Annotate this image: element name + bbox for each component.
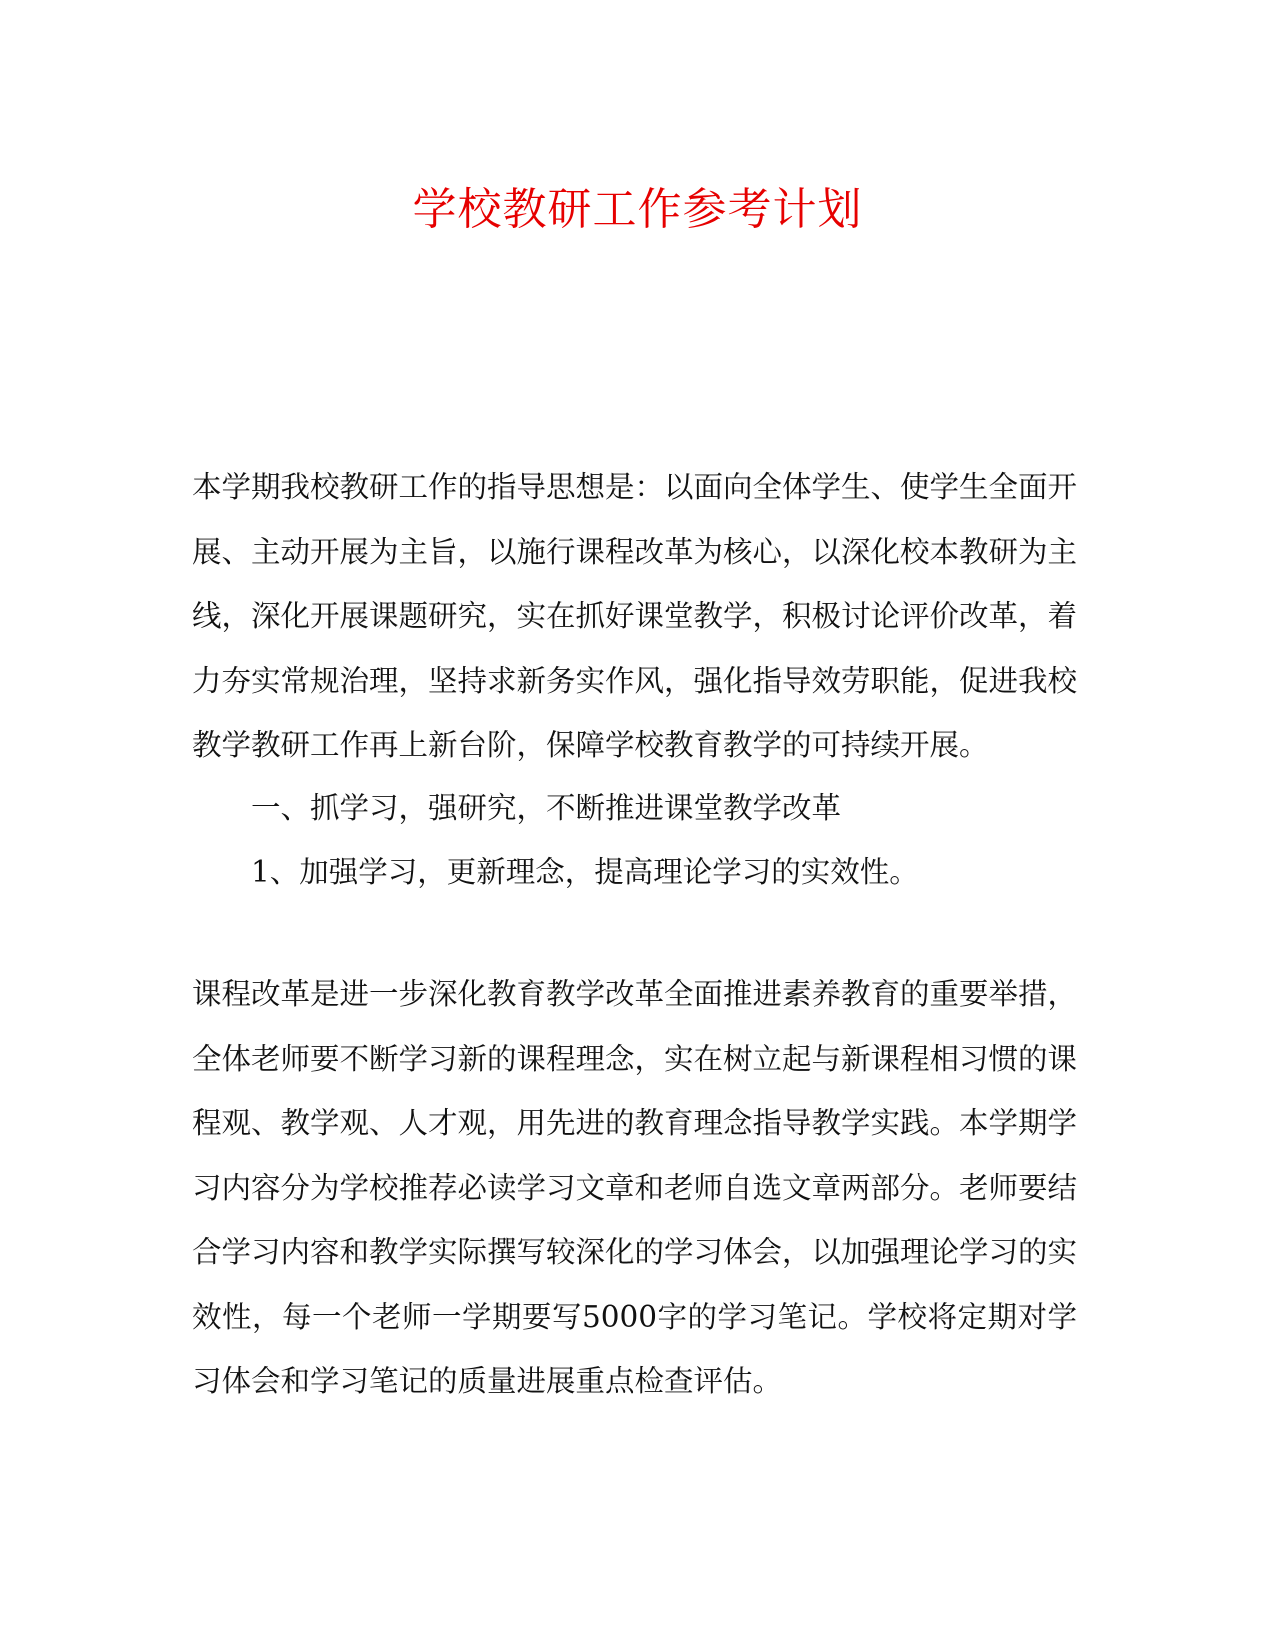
body-paragraph: 课程改革是进一步深化教育教学改革全面推进素养教育的重要举措，全体老师要不断学习新的课程理念，实在树立起与新课程相习惯的课程观、教学观、人才观，用先进的教育理念指导教学实践。本学期学习内容分为学校推荐必读学习文章和老师自选文章两部分。老师要结合学习内容和教学实际撰写较深化的学习体会，以加强理论学习的实效性，每一个老师一学期要写5000字的学习笔记。学校将定期对学习体会和学习笔记的质量进展重点检查评估。	[192, 977, 1078, 1398]
section-heading: 一、抓学习，强研究，不断推进课堂教学改革	[251, 791, 842, 825]
page-title: 学校教研工作参考计划	[412, 184, 863, 235]
intro-paragraph: 本学期我校教研工作的指导思想是：以面向全体学生、使学生全面开展、主动开展为主旨，以施行课程改革为核心，以深化校本教研为主线，深化开展课题研究，实在抓好课堂教学，积极讨论评价改革，着力夯实常规治理，坚持求新务实作风，强化指导效劳职能，促进我校教学教研工作再上新台阶，保障学校教育教学的可持续开展。	[192, 470, 1078, 762]
subsection-heading: 1、加强学习，更新理念，提高理论学习的实效性。	[251, 855, 919, 889]
